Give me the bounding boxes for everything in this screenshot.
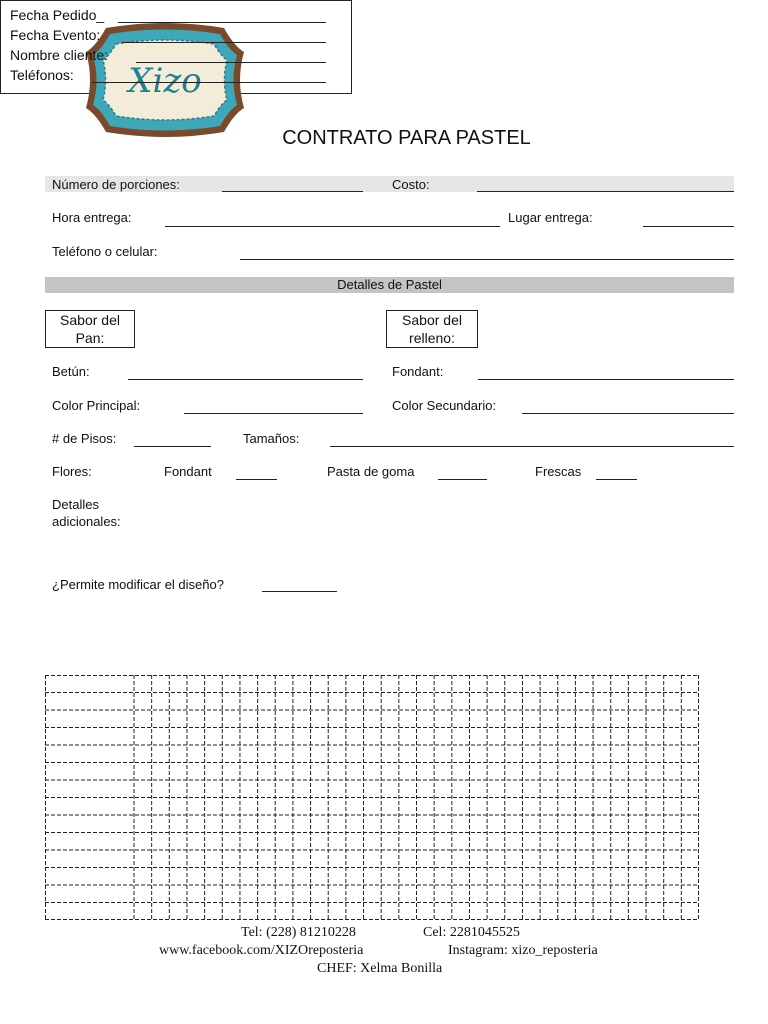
footer-tel: Tel: (228) 81210228	[241, 925, 356, 940]
design-grid[interactable]	[45, 675, 699, 920]
logo-text: Xizo	[128, 61, 202, 101]
fecha-pedido-label: Fecha Pedido_	[10, 7, 105, 23]
color-secundario-line[interactable]	[522, 413, 734, 414]
costo-line[interactable]	[477, 191, 734, 192]
nombre-cliente-label: Nombre cliente:	[10, 47, 109, 63]
costo-label: Costo:	[392, 177, 430, 192]
sabor-relleno-box	[386, 310, 478, 348]
footer-instagram[interactable]: Instagram: xizo_reposteria	[448, 943, 598, 958]
porciones-line[interactable]	[222, 191, 363, 192]
telefonos-line[interactable]	[92, 82, 326, 83]
permite-modificar-line[interactable]	[262, 591, 337, 592]
tamanos-label: Tamaños:	[243, 431, 300, 446]
pisos-label: # de Pisos:	[52, 431, 117, 446]
xizo-logo	[84, 22, 246, 138]
betun-line[interactable]	[128, 379, 363, 380]
footer-chef: CHEF: Xelma Bonilla	[317, 961, 443, 976]
detalles-label-1: Detalles	[52, 497, 99, 512]
flores-fondant-line[interactable]	[236, 479, 277, 480]
fecha-evento-label: Fecha Evento:	[10, 27, 101, 43]
telefono-line[interactable]	[240, 259, 734, 260]
fecha-pedido-line[interactable]	[118, 22, 326, 23]
telefono-label: Teléfono o celular:	[52, 244, 158, 259]
color-principal-label: Color Principal:	[52, 398, 141, 413]
fondant-label: Fondant:	[392, 364, 444, 379]
footer-facebook[interactable]: www.facebook.com/XIZOreposteria	[159, 943, 364, 958]
fecha-evento-line[interactable]	[122, 42, 326, 43]
lugar-entrega-line[interactable]	[643, 226, 734, 227]
color-principal-line[interactable]	[184, 413, 363, 414]
frescas-label: Frescas	[535, 464, 582, 479]
nombre-cliente-line[interactable]	[136, 62, 326, 63]
pisos-line[interactable]	[134, 446, 211, 447]
hora-entrega-label: Hora entrega:	[52, 210, 132, 225]
lugar-entrega-label: Lugar entrega:	[508, 210, 593, 225]
color-secundario-label: Color Secundario:	[392, 398, 497, 413]
flores-fondant-label: Fondant	[164, 464, 212, 479]
detalles-label-2: adicionales:	[52, 514, 121, 529]
sabor-relleno-label: Sabor del relleno:	[402, 312, 462, 346]
fondant-line[interactable]	[478, 379, 734, 380]
detalles-section-header: Detalles de Pastel	[45, 277, 734, 293]
telefonos-label: Teléfonos:	[10, 67, 74, 83]
flores-label: Flores:	[52, 464, 92, 479]
tamanos-line[interactable]	[330, 446, 734, 447]
hora-entrega-line[interactable]	[165, 226, 500, 227]
sabor-pan-box	[45, 310, 135, 348]
pasta-goma-label: Pasta de goma	[327, 464, 415, 479]
page-title: CONTRATO PARA PASTEL	[282, 127, 531, 149]
permite-modificar-label: ¿Permite modificar el diseño?	[52, 577, 224, 592]
sabor-pan-label: Sabor del Pan:	[60, 312, 120, 346]
porciones-label: Número de porciones:	[52, 177, 180, 192]
frescas-line[interactable]	[596, 479, 637, 480]
pasta-goma-line[interactable]	[438, 479, 487, 480]
betun-label: Betún:	[52, 364, 90, 379]
footer-cel: Cel: 2281045525	[423, 925, 520, 940]
